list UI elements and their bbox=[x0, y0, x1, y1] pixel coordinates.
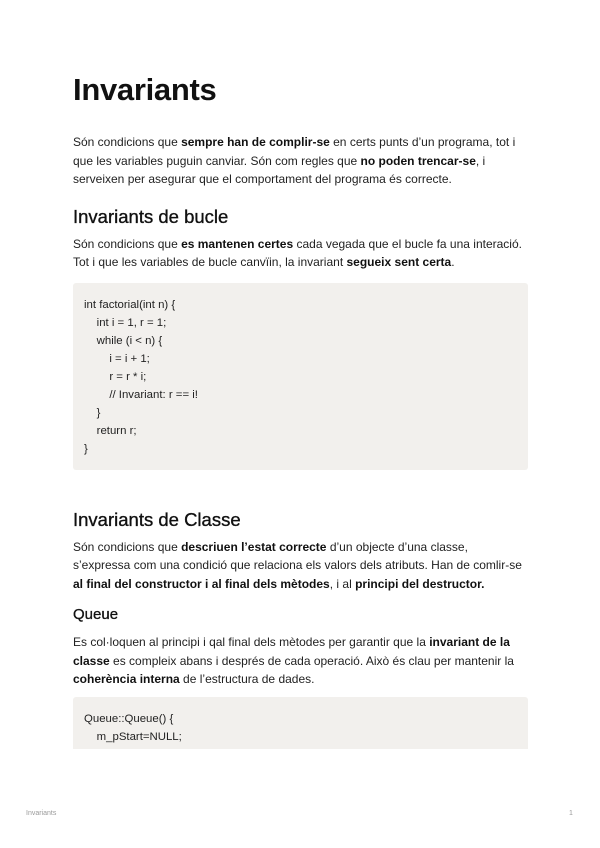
code-block-queue bbox=[73, 697, 528, 749]
classe-text-3: , i al bbox=[329, 576, 356, 591]
queue-bold-1: invariant de la classe bbox=[73, 635, 510, 668]
queue-text-2: es compleix abans i després de cada operació. Això és clau per mantenir la bbox=[109, 653, 514, 668]
page-title: Invariants bbox=[73, 72, 217, 107]
intro-text-1: Són condicions que bbox=[73, 135, 182, 149]
bucle-text-1: Són condicions que bbox=[73, 236, 182, 251]
code-line: } bbox=[84, 407, 101, 420]
intro-paragraph bbox=[73, 133, 528, 189]
intro-text-2: en certs punts d’un programa, tot i que les variables puguin canviar. Són com regles que bbox=[73, 135, 516, 168]
code-line: r = r * i; bbox=[84, 370, 147, 383]
code-line: Queue::Queue() { bbox=[84, 712, 174, 725]
intro-text-3: , i serveixen per asegurar que el comportament del programa és correcte. bbox=[73, 153, 486, 186]
footer-document-title: Invariants bbox=[26, 810, 57, 817]
code-line: int i = 1, r = 1; bbox=[84, 316, 167, 329]
bucle-paragraph bbox=[73, 235, 528, 272]
section-heading-classe: Invariants de Classe bbox=[73, 508, 241, 530]
bucle-bold-1: es mantenen certes bbox=[181, 236, 294, 251]
classe-bold-1: descriuen l’estat correcte bbox=[181, 539, 327, 554]
classe-bold-3: principi del destructor. bbox=[355, 576, 485, 591]
intro-bold-2: no poden trencar-se bbox=[360, 153, 476, 168]
queue-text-1: Es col·loquen al principi i qal final dels mètodes per garantir que la bbox=[73, 635, 430, 649]
subsection-heading-queue: Queue bbox=[73, 606, 119, 623]
queue-paragraph bbox=[73, 633, 528, 689]
classe-paragraph bbox=[73, 538, 528, 594]
code-line: } bbox=[84, 443, 88, 456]
code-line: return r; bbox=[84, 425, 137, 438]
classe-bold-2: al final del constructor i al final dels mètodes bbox=[73, 576, 330, 591]
code-line: m_pStart=NULL; bbox=[84, 730, 182, 743]
code-block-factorial bbox=[73, 283, 528, 470]
bucle-bold-2: segueix sent certa bbox=[346, 255, 452, 269]
section-heading-bucle: Invariants de bucle bbox=[73, 205, 229, 227]
queue-bold-2: coherència interna bbox=[73, 672, 180, 686]
code-line: i = i + 1; bbox=[84, 352, 150, 365]
classe-text-2: d’un objecte d’una classe, s’expressa com una condició que relaciona els valors dels atributs. Han de comlir-se bbox=[73, 539, 522, 572]
code-line: // Invariant: r == i! bbox=[84, 388, 198, 401]
code-line: while (i < n) { bbox=[84, 334, 163, 347]
code-line: int factorial(int n) { bbox=[84, 298, 176, 311]
bucle-text-3: . bbox=[451, 255, 455, 269]
footer-page-number: 1 bbox=[569, 810, 573, 817]
document-page bbox=[73, 70, 528, 749]
bucle-text-2: cada vegada que el bucle fa una interació. Tot i que les variables de bucle canvïin, la invariant bbox=[73, 236, 522, 269]
queue-text-3: de l’estructura de dades. bbox=[179, 672, 315, 686]
intro-bold-1: sempre han de complir-se bbox=[181, 135, 330, 149]
classe-text-1: Són condicions que bbox=[73, 539, 182, 554]
